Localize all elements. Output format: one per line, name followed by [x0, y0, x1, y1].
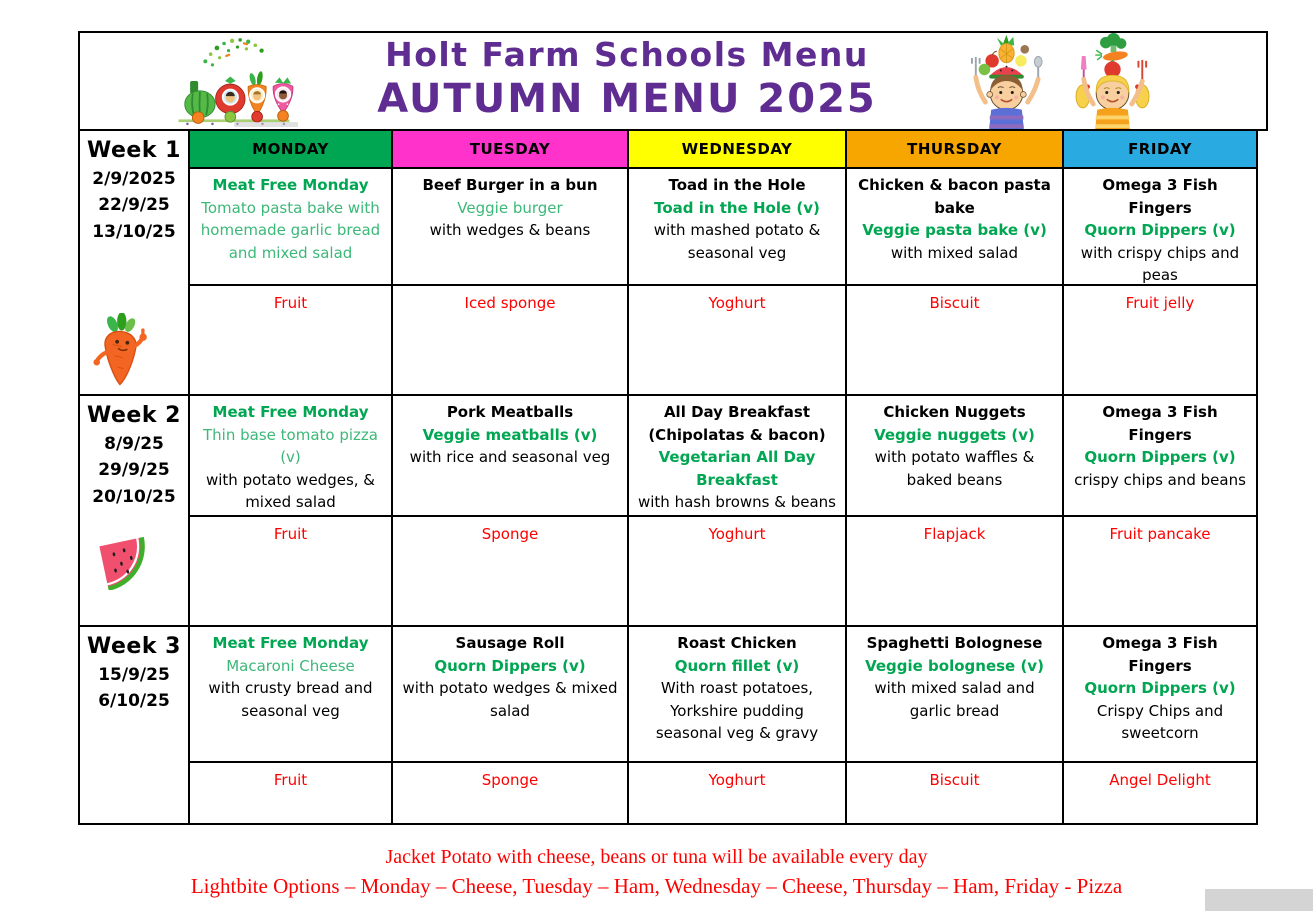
week-date: 6/10/25: [98, 691, 170, 712]
menu-line: with potato wedges & mixed salad: [402, 679, 618, 720]
day-header-friday: FRIDAY: [1062, 129, 1258, 169]
dessert-label: Fruit: [273, 525, 308, 543]
watermelon-slice-icon: [96, 536, 154, 590]
day-column: [1062, 129, 1258, 396]
week-label-cell: [78, 625, 190, 825]
menu-line: Vegetarian All Day Breakfast: [658, 448, 816, 489]
menu-line: Veggie bolognese (v): [865, 656, 1044, 675]
day-column: [1062, 625, 1258, 825]
menu-cell: [391, 167, 629, 286]
menu-line: with mashed potato & seasonal veg: [653, 221, 821, 262]
dessert-cell: [627, 515, 847, 627]
menu-cell: [1062, 167, 1258, 286]
day-column: [627, 129, 847, 396]
menu-line: Quorn Dippers (v): [1084, 221, 1236, 239]
week-row: [78, 625, 1268, 825]
menu-line: with mixed salad: [890, 243, 1019, 262]
boy-with-fruit-hat-icon: [954, 33, 1060, 129]
menu-line: (Chipolatas & bacon): [648, 425, 826, 444]
dessert-label: Biscuit: [929, 294, 980, 312]
menu-line: Tomato pasta bake with homemade garlic bread and mixed salad: [200, 198, 381, 262]
week-dates: [92, 431, 175, 510]
dessert-cell: [391, 761, 629, 825]
carrot-thumbs-up-icon: [90, 313, 148, 391]
menu-line: Veggie meatballs (v): [422, 425, 598, 444]
dessert-label: Angel Delight: [1109, 771, 1211, 789]
dessert-cell: [391, 515, 629, 627]
kids-illustrations: [954, 33, 1166, 129]
menu-line: Omega 3 Fish Fingers: [1102, 634, 1218, 675]
page-subtitle: AUTUMN MENU 2025: [377, 75, 877, 122]
dessert-cell: [845, 515, 1064, 627]
menu-line: Meat Free Monday: [212, 176, 369, 194]
dessert-cell: [1062, 761, 1258, 825]
week-name: Week 1: [87, 138, 181, 163]
week-row: [78, 394, 1268, 627]
menu-line: with crusty bread and seasonal veg: [208, 679, 373, 720]
menu-line: Sausage Roll: [455, 634, 565, 652]
day-column: [627, 394, 847, 627]
menu-cell: [391, 394, 629, 517]
menu-cell: [391, 625, 629, 763]
day-header-wednesday: WEDNESDAY: [627, 129, 847, 169]
week-label-cell: [78, 129, 190, 396]
menu-line: Quorn fillet (v): [674, 656, 800, 675]
menu-line: crispy chips and beans: [1074, 470, 1246, 489]
banner: [78, 31, 1268, 131]
menu-line: with potato waffles & baked beans: [874, 448, 1035, 489]
day-header-thursday: THURSDAY: [845, 129, 1064, 169]
menu-line: With roast potatoes, Yorkshire pudding seasonal veg & gravy: [655, 679, 819, 742]
day-header-tuesday: TUESDAY: [391, 129, 629, 169]
dessert-cell: [845, 761, 1064, 825]
dessert-label: Fruit jelly: [1125, 294, 1195, 312]
page-title: Holt Farm Schools Menu: [385, 34, 869, 74]
menu-line: Macaroni Cheese: [226, 656, 355, 675]
menu-line: Beef Burger in a bun: [422, 176, 598, 194]
week-dates: [92, 166, 175, 245]
menu-line: with hash browns & beans: [637, 493, 836, 511]
dessert-label: Fruit pancake: [1109, 525, 1211, 543]
dessert-cell: [1062, 515, 1258, 627]
week-date: 20/10/25: [92, 486, 176, 507]
menu-line: Veggie burger: [457, 198, 563, 217]
title-block: [300, 35, 954, 122]
menu-line: Pork Meatballs: [446, 403, 574, 421]
dessert-cell: [391, 284, 629, 396]
menu-grid: [78, 129, 1268, 825]
dessert-label: Sponge: [481, 525, 539, 543]
menu-line: with wedges & beans: [429, 221, 591, 239]
week-date: 22/9/25: [98, 195, 170, 216]
menu-line: Roast Chicken: [677, 634, 797, 652]
week-date: 13/10/25: [92, 221, 176, 242]
menu-line: Meat Free Monday: [212, 403, 369, 421]
menu-cell: [845, 167, 1064, 286]
menu-line: Toad in the Hole (v): [654, 198, 820, 217]
menu-line: Quorn Dippers (v): [434, 656, 586, 675]
week-dates: [98, 662, 170, 715]
day-column: [845, 625, 1064, 825]
week-date: 8/9/25: [104, 434, 164, 454]
dessert-label: Fruit: [273, 294, 308, 312]
week-label-cell: [78, 394, 190, 627]
dessert-cell: [1062, 284, 1258, 396]
menu-line: Chicken & bacon pasta bake: [858, 176, 1051, 217]
dessert-label: Flapjack: [923, 525, 986, 543]
dessert-label: Sponge: [481, 771, 539, 789]
menu-cell: [627, 394, 847, 517]
week-row: [78, 129, 1268, 396]
logo-watermark: [234, 122, 298, 127]
day-column: [391, 625, 629, 825]
menu-line: with mixed salad and garlic bread: [874, 679, 1035, 720]
dessert-label: Iced sponge: [464, 294, 556, 312]
jacket-potato-note: Jacket Potato with cheese, beans or tuna will be available every day: [385, 846, 928, 868]
menu-line: Thin base tomato pizza (v): [203, 425, 378, 466]
menu-line: Omega 3 Fish Fingers: [1102, 403, 1218, 444]
menu-cell: [188, 394, 393, 517]
day-column: [391, 394, 629, 627]
dessert-cell: [188, 284, 393, 396]
menu-line: Meat Free Monday: [212, 634, 369, 652]
menu-line: Veggie pasta bake (v): [862, 221, 1047, 239]
menu-line: Veggie nuggets (v): [874, 425, 1035, 444]
dessert-label: Yoghurt: [708, 294, 766, 312]
week-date: 15/9/25: [98, 665, 170, 685]
day-column: [188, 129, 393, 396]
menu-line: Omega 3 Fish Fingers: [1102, 176, 1218, 217]
menu-cell: [627, 167, 847, 286]
dessert-cell: [188, 515, 393, 627]
girl-with-veg-hat-icon: [1060, 33, 1166, 129]
menu-cell: [188, 167, 393, 286]
dessert-cell: [845, 284, 1064, 396]
week-name: Week 2: [87, 403, 181, 428]
bottom-right-gray-box: [1205, 889, 1313, 911]
day-column: [188, 394, 393, 627]
menu-cell: [627, 625, 847, 763]
week-date: 2/9/2025: [92, 169, 176, 189]
week-date: 29/9/25: [98, 460, 170, 481]
dessert-label: Yoghurt: [708, 525, 766, 543]
fruit-train-logo: [166, 34, 300, 128]
week-name: Week 3: [87, 634, 181, 659]
menu-line: with potato wedges, & mixed salad: [205, 470, 375, 511]
dessert-cell: [627, 761, 847, 825]
menu-line: Toad in the Hole: [668, 176, 806, 194]
menu-line: with rice and seasonal veg: [409, 448, 611, 466]
menu-line: Quorn Dippers (v): [1084, 448, 1236, 466]
menu-line: Crispy Chips and sweetcorn: [1096, 701, 1224, 742]
fruit-train-icon: [166, 34, 300, 128]
day-column: [845, 129, 1064, 396]
day-column: [627, 625, 847, 825]
menu-cell: [188, 625, 393, 763]
dessert-cell: [627, 284, 847, 396]
menu-line: Chicken Nuggets: [883, 403, 1026, 421]
day-column: [391, 129, 629, 396]
menu-line: Spaghetti Bolognese: [866, 634, 1043, 652]
menu-cell: [845, 394, 1064, 517]
menu-line: with crispy chips and peas: [1080, 243, 1240, 284]
day-column: [845, 394, 1064, 627]
menu-line: Quorn Dippers (v): [1084, 679, 1236, 697]
menu-cell: [845, 625, 1064, 763]
menu-line: All Day Breakfast: [663, 403, 811, 421]
day-column: [1062, 394, 1258, 627]
day-column: [188, 625, 393, 825]
footer-notes: [0, 846, 1313, 899]
day-header-monday: MONDAY: [188, 129, 393, 169]
dessert-label: Fruit: [273, 771, 308, 789]
dessert-label: Biscuit: [929, 771, 980, 789]
menu-sheet: [78, 31, 1268, 825]
dessert-cell: [188, 761, 393, 825]
menu-cell: [1062, 394, 1258, 517]
confetti: [203, 38, 263, 66]
menu-cell: [1062, 625, 1258, 763]
dessert-label: Yoghurt: [708, 771, 766, 789]
lightbite-options-note: Lightbite Options – Monday – Cheese, Tuesday – Ham, Wednesday – Cheese, Thursday – Ham, Friday - Pizza: [190, 874, 1123, 898]
